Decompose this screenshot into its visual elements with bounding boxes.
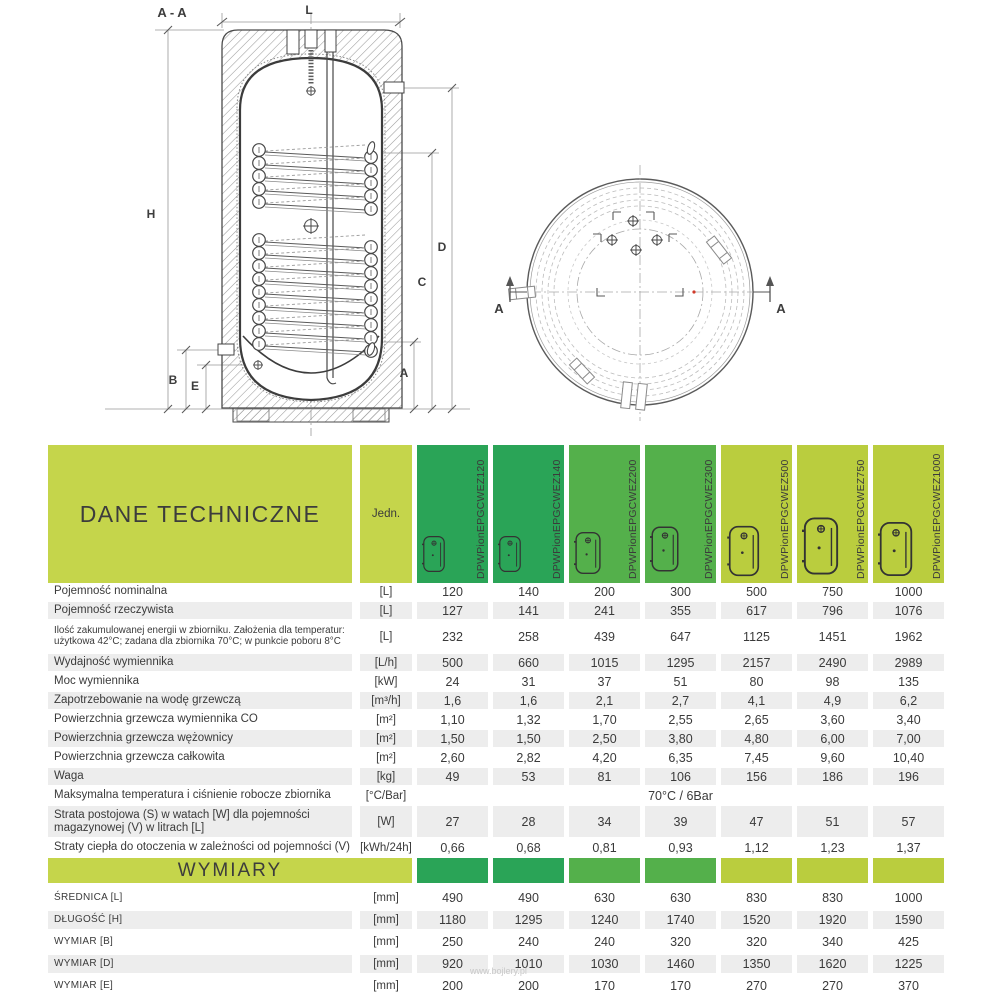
row-unit: [mm] [360,911,412,929]
table-row [48,621,948,652]
value-cell: 7,45 [744,750,769,765]
technical-drawing [0,0,1000,444]
table-row [48,977,948,995]
section-label-left: A [494,301,504,316]
value-cell: 320 [746,935,767,949]
value-cell: 630 [670,891,691,905]
value-cell: 27 [417,806,488,837]
value-cell: 1240 [569,911,640,929]
value-cell: 53 [493,768,564,785]
value-cell: 47 [721,806,792,837]
value-cell: 2,7 [645,692,716,709]
value-cell: 1,6 [493,692,564,709]
table-row [48,602,948,619]
value-cell: 258 [518,629,539,644]
value-cell: 2,82 [516,750,541,765]
value-cell: 1015 [569,654,640,671]
value-cell: 51 [797,806,868,837]
dim-label-h: H [146,207,156,221]
value-cell: 1295 [645,654,716,671]
value-cell: 7,00 [873,730,944,747]
column-header-200 [569,445,640,583]
value-cell: 630 [594,891,615,905]
row-unit: [mm] [360,955,412,973]
table-row [48,889,948,907]
table-title: DANE TECHNICZNE [48,445,352,583]
column-header-500 [721,445,792,583]
row-label: Strata postojowa (S) w watach [W] dla pojemności magazynowej (V) w litrach [L] [48,806,352,837]
value-cell: 0,93 [668,840,693,855]
dimensions-title: WYMIARY [48,858,412,883]
value-cell: 2,50 [569,730,640,747]
row-label: Powierzchnia grzewcza wężownicy [48,730,352,747]
model-name: DPWPionEPGCWEZ140 [551,459,563,579]
value-cell: 31 [521,674,536,689]
row-label: Powierzchnia grzewcza całkowita [54,751,225,764]
column-header-120 [417,445,488,583]
value-cell: 49 [417,768,488,785]
top-port-left [287,30,299,54]
value-cell: 0,68 [516,840,541,855]
row-unit: [mm] [373,892,399,904]
value-cell: 320 [670,935,691,949]
row-unit: [L] [379,630,393,643]
value-cell: 250 [442,935,463,949]
dimensions-band-cell [417,858,488,883]
value-cell: 1350 [721,955,792,973]
value-cell: 1451 [818,629,847,644]
base-block-right [353,409,385,421]
value-cell: 232 [442,629,463,644]
value-cell: 240 [594,935,615,949]
dim-label-d: D [437,240,447,254]
value-cell: 6,35 [668,750,693,765]
value-cell: 127 [417,602,488,619]
table-row [48,787,948,804]
watermark: www.bojlery.pl [470,966,527,976]
value-cell: 0,81 [592,840,617,855]
value-cell: 1620 [797,955,868,973]
table-row [48,692,948,709]
row-unit: [L] [379,585,393,598]
value-cell: 34 [569,806,640,837]
row-label: Powierzchnia grzewcza wymiennika CO [54,713,258,726]
value-cell: 0,66 [440,840,465,855]
value-cell: 830 [746,891,767,905]
tank-icon [498,531,522,577]
dimensions-band-cell [721,858,792,883]
value-cell: 830 [822,891,843,905]
tank-icon [650,521,680,577]
side-port-right [384,82,404,93]
value-cell: 1,12 [744,840,769,855]
top-port-right [325,30,336,52]
value-cell: 186 [797,768,868,785]
value-cell: 141 [493,602,564,619]
value-cell: 3,80 [645,730,716,747]
value-cell: 240 [518,935,539,949]
table-row [48,806,948,837]
value-cell: 1010 [493,955,564,973]
spec-table [48,445,948,999]
value-cell: 500 [417,654,488,671]
row-unit: [m²] [376,751,396,764]
row-unit: [m³/h] [360,692,412,709]
value-cell: 1590 [873,911,944,929]
value-cell: 2,65 [744,712,769,727]
value-cell: 1,23 [820,840,845,855]
value-cell: 2157 [721,654,792,671]
row-label: Straty ciepła do otoczenia w zależności od pojemności (V) [54,841,350,854]
rim-stubs [508,236,731,410]
row-label: Zapotrzebowanie na wodę grzewczą [48,692,352,709]
value-cell: 1740 [645,911,716,929]
value-cell: 9,60 [820,750,845,765]
column-header-750 [797,445,868,583]
value-cell: 24 [445,674,460,689]
dimensions-band-cell [569,858,640,883]
model-columns [412,445,944,583]
cross-section-view [105,3,470,436]
value-cell: 120 [442,584,463,599]
value-cell: 1962 [894,629,923,644]
value-cell: 1,50 [493,730,564,747]
value-cell: 1000 [894,584,923,599]
value-cell: 750 [822,584,843,599]
value-cell: 647 [670,629,691,644]
dim-label-l: L [305,3,313,17]
top-ports [606,215,663,256]
value-cell: 425 [898,935,919,949]
column-header-1000 [873,445,944,583]
value-cell: 500 [746,584,767,599]
tank-icon [574,529,602,577]
value-cell: 140 [518,584,539,599]
row-label: WYMIAR [D] [48,955,352,973]
value-cell: 1520 [721,911,792,929]
value-cell: 28 [493,806,564,837]
dim-label-e: E [190,379,200,393]
row-unit: [L] [360,602,412,619]
dimensions-band-cell [493,858,564,883]
value-cell: 1,37 [896,840,921,855]
value-cell: 80 [749,674,764,689]
side-port-left [218,344,234,355]
table-row [48,711,948,728]
value-cell: 4,1 [721,692,792,709]
dimension-rows [48,889,948,995]
value-cell: 156 [721,768,792,785]
value-cell: 2989 [873,654,944,671]
value-cell: 4,9 [797,692,868,709]
value-cell: 135 [898,674,919,689]
value-cell: 6,2 [873,692,944,709]
value-cell: 270 [822,979,843,993]
value-cell: 1125 [743,629,770,644]
top-view [494,165,786,421]
column-header-140 [493,445,564,583]
dim-label-b: B [168,373,178,387]
value-cell: 1,50 [417,730,488,747]
value-cell: 3,40 [896,712,921,727]
value-cell: 106 [645,768,716,785]
unit-column-header: Jedn. [360,445,412,583]
value-cell: 490 [518,891,539,905]
row-label: Wydajność wymiennika [48,654,352,671]
value-cell: 2,1 [569,692,640,709]
row-unit: [L/h] [360,654,412,671]
value-cell: 200 [518,979,539,993]
row-unit: [mm] [373,980,399,992]
dimensions-band [48,858,948,883]
dimensions-band-cell [797,858,868,883]
value-cell: 1076 [873,602,944,619]
base-block-left [237,409,269,421]
spec-rows [48,583,948,856]
row-unit: [m²] [360,730,412,747]
row-unit: [°C/Bar] [365,789,407,802]
row-unit: [kWh/24h] [360,841,412,854]
model-name: DPWPionEPGCWEZ1000 [931,453,943,579]
value-cell: 370 [898,979,919,993]
value-cell: 3,60 [820,712,845,727]
value-cell: 1,10 [440,712,465,727]
value-cell: 196 [873,768,944,785]
tank-icon [878,521,914,577]
value-cell: 490 [442,891,463,905]
merged-value: 70°C / 6Bar [648,788,713,803]
value-cell: 270 [746,979,767,993]
table-row [48,911,948,929]
row-unit: [W] [360,806,412,837]
value-cell: 6,00 [797,730,868,747]
center-mark-dot [692,290,695,293]
table-row [48,654,948,671]
row-label: ŚREDNICA [L] [54,892,123,904]
row-label: Waga [48,768,352,785]
tank-icon [802,515,840,577]
row-label: WYMIAR [E] [54,980,114,992]
tank-icon [726,525,762,577]
drawing-svg [0,0,1000,444]
top-port-center [305,30,317,48]
value-cell: 39 [645,806,716,837]
value-cell: 4,80 [721,730,792,747]
value-cell: 200 [442,979,463,993]
model-name: DPWPionEPGCWEZ750 [855,459,867,579]
value-cell: 355 [645,602,716,619]
value-cell: 300 [670,584,691,599]
value-cell: 1920 [797,911,868,929]
value-cell: 1,70 [592,712,617,727]
value-cell: 81 [569,768,640,785]
value-cell: 1,6 [417,692,488,709]
value-cell: 2490 [797,654,868,671]
table-row [48,749,948,766]
table-row [48,933,948,951]
value-cell: 98 [825,674,840,689]
model-name: DPWPionEPGCWEZ120 [475,459,487,579]
value-cell: 1180 [417,911,488,929]
dimensions-band-columns [412,858,944,883]
value-cell: 2,55 [668,712,693,727]
table-header [48,445,948,583]
row-unit: [m²] [376,713,396,726]
value-cell: 57 [873,806,944,837]
model-name: DPWPionEPGCWEZ300 [703,459,715,579]
value-cell: 4,20 [592,750,617,765]
value-cell: 1460 [645,955,716,973]
value-cell: 1,32 [516,712,541,727]
row-label: Moc wymiennika [54,675,139,688]
table-row [48,730,948,747]
value-cell: 170 [594,979,615,993]
value-cell: 51 [673,674,688,689]
row-label: WYMIAR [B] [54,936,114,948]
dim-label-a: A [399,366,409,380]
table-row [48,673,948,690]
value-cell: 1225 [873,955,944,973]
value-cell: 37 [597,674,612,689]
value-cell: 439 [594,629,615,644]
value-cell: 1030 [569,955,640,973]
dimensions-band-cell [645,858,716,883]
dimensions-band-cell [873,858,944,883]
value-cell: 920 [417,955,488,973]
value-cell: 170 [670,979,691,993]
dim-label-c: C [417,275,427,289]
row-label: Pojemność rzeczywista [48,602,352,619]
row-unit: [kg] [360,768,412,785]
value-cell: 2,60 [440,750,465,765]
model-name: DPWPionEPGCWEZ500 [779,459,791,579]
table-row [48,583,948,600]
row-label: Ilość zakumulowanej energii w zbiorniku. Założenia dla temperatur: użytkowa 42°C; zadana dla zbiornika 70°C; w punkcie poboru 8°C [54,624,345,647]
row-label: Pojemność nominalna [54,585,168,598]
tank-icon [422,531,446,577]
section-label: A - A [157,5,187,20]
row-label: DŁUGOŚĆ [H] [48,911,352,929]
row-unit: [mm] [373,936,399,948]
value-cell: 200 [594,584,615,599]
table-row [48,768,948,785]
value-cell: 660 [493,654,564,671]
row-label: Maksymalna temperatura i ciśnienie robocze zbiornika [54,789,331,802]
value-cell: 1295 [493,911,564,929]
value-cell: 617 [721,602,792,619]
value-cell: 1000 [894,891,923,905]
column-header-300 [645,445,716,583]
value-cell: 340 [822,935,843,949]
section-label-right: A [776,301,786,316]
value-cell: 10,40 [892,750,925,765]
top-view-centerlines [513,165,767,421]
row-unit: [kW] [374,675,398,688]
value-cell: 241 [569,602,640,619]
model-name: DPWPionEPGCWEZ200 [627,459,639,579]
value-cell: 796 [797,602,868,619]
table-row [48,839,948,856]
